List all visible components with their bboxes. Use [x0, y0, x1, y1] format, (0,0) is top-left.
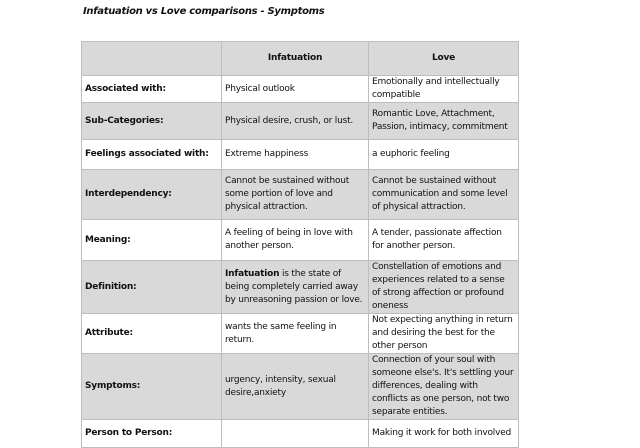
row-label: Associated with: — [82, 76, 222, 103]
infatuation-cell: Cannot be sustained without some portion of love and physical attraction. — [222, 170, 369, 220]
row-label: Definition: — [82, 261, 222, 314]
infatuation-cell: wants the same feeling in return. — [222, 314, 369, 354]
table-row — [82, 261, 519, 314]
love-cell: Making it work for both involved — [369, 420, 519, 448]
row-label: Sub-Categories: — [82, 103, 222, 140]
row-label: Symptoms: — [82, 354, 222, 420]
infatuation-cell: Physical outlook — [222, 76, 369, 103]
love-cell: a euphoric feeling — [369, 140, 519, 170]
table-row — [82, 354, 519, 420]
love-cell: A tender, passionate affection for another person. — [369, 220, 519, 261]
row-label: Meaning: — [82, 220, 222, 261]
love-cell: Constellation of emotions and experiences related to a sense of strong affection or profound oneness — [369, 261, 519, 314]
page-title: Infatuation vs Love comparisons - Symptoms — [83, 6, 325, 17]
row-label: Interdependency: — [82, 170, 222, 220]
header-love: Love — [369, 42, 519, 76]
header-infatuation: Infatuation — [222, 42, 369, 76]
table-row — [82, 314, 519, 354]
table-header-row — [82, 42, 519, 76]
table-row — [82, 170, 519, 220]
table-row — [82, 103, 519, 140]
table-row — [82, 76, 519, 103]
love-cell: Romantic Love, Attachment, Passion, intimacy, commitment — [369, 103, 519, 140]
table-row — [82, 420, 519, 448]
table-row — [82, 140, 519, 170]
infatuation-term: Infatuation — [225, 268, 280, 279]
row-label: Person to Person: — [82, 420, 222, 448]
definition-text: is the state of being completely carried away by unreasoning passion or love. — [225, 268, 363, 305]
love-cell: Cannot be sustained without communication and some level of physical attraction. — [369, 170, 519, 220]
comparison-table — [81, 41, 519, 448]
love-cell: Connection of your soul with someone else's. It's settling your differences, dealing with conflicts as one person, not two separate entities. — [369, 354, 519, 420]
infatuation-cell: Physical desire, crush, or lust. — [222, 103, 369, 140]
infatuation-cell: urgency, intensity, sexual desire,anxiety — [222, 354, 369, 420]
love-cell: Emotionally and intellectually compatible — [369, 76, 519, 103]
row-label: Feelings associated with: — [82, 140, 222, 170]
infatuation-cell — [222, 261, 369, 314]
row-label: Attribute: — [82, 314, 222, 354]
header-blank — [82, 42, 222, 76]
infatuation-cell: Extreme happiness — [222, 140, 369, 170]
table-row — [82, 220, 519, 261]
infatuation-cell — [222, 420, 369, 448]
infatuation-cell: A feeling of being in love with another person. — [222, 220, 369, 261]
love-cell: Not expecting anything in return and desiring the best for the other person — [369, 314, 519, 354]
